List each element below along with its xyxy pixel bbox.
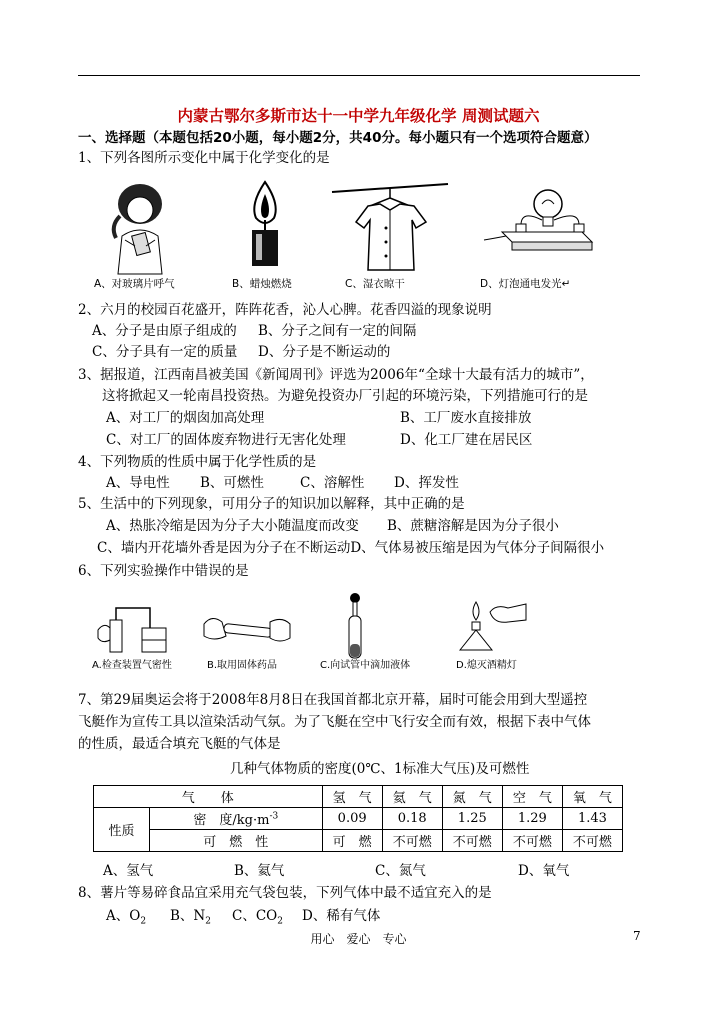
q1-stem: 1、下列各图所示变化中属于化学变化的是: [78, 150, 330, 166]
q6-figure-d-alcohol-lamp: [452, 598, 532, 658]
gas-header-nitrogen: 氮 气: [442, 786, 502, 808]
q8-option-d: D、稀有气体: [302, 908, 381, 924]
q1-figure-a-breathing-girl: [90, 176, 190, 276]
q1-caption-b: B、蜡烛燃烧: [232, 278, 292, 290]
q7-option-c: C、氮气: [375, 863, 426, 879]
flammability-air: 不可燃: [502, 830, 562, 852]
q7-option-a: A、氢气: [103, 863, 154, 879]
q4-option-d: D、挥发性: [394, 475, 459, 491]
q1-figure-d-lightbulb: [482, 180, 602, 270]
q3-stem-line2: 这将掀起又一轮南昌投资热。为避免投资办厂引起的环境污染，下列措施可行的是: [102, 388, 588, 404]
density-hydrogen: 0.09: [322, 808, 382, 830]
density-nitrogen: 1.25: [442, 808, 502, 830]
q4-option-a: A、导电性: [106, 475, 170, 491]
q6-figure-c-dropper: [340, 592, 370, 664]
property-label: 性质: [94, 808, 150, 852]
q6-stem: 6、下列实验操作中错误的是: [78, 563, 249, 579]
q5-option-a: A、热胀冷缩是因为分子大小随温度而改变: [106, 518, 359, 534]
gas-header-air: 空 气: [502, 786, 562, 808]
q7-stem-line3: 的性质，最适合填充飞艇的气体是: [78, 736, 281, 752]
density-helium: 0.18: [382, 808, 442, 830]
q1-caption-d: D、灯泡通电发光↵: [480, 278, 571, 290]
flammability-helium: 不可燃: [382, 830, 442, 852]
table-row: [94, 830, 623, 852]
q7-stem-line2: 飞艇作为宣传工具以渲染活动气氛。为了飞艇在空中飞行安全而有效，根据下表中气体: [78, 714, 591, 730]
q3-option-d: D、化工厂建在居民区: [400, 432, 533, 448]
header-rule: [78, 75, 640, 76]
q3-option-b: B、工厂废水直接排放: [400, 410, 532, 426]
density-label: 密 度$/kg\cdot m^{-3}$: [150, 808, 323, 830]
flammability-nitrogen: 不可燃: [442, 830, 502, 852]
q1-figure-c-drying-clothes: [330, 178, 450, 274]
q1-caption-a: A、对玻璃片呼气: [94, 278, 175, 290]
table-row: [94, 808, 623, 830]
q7-option-b: B、氦气: [234, 863, 285, 879]
q4-option-c: C、溶解性: [300, 475, 365, 491]
section-heading: 一、选择题（本题包括20小题，每小题2分，共40分。每小题只有一个选项符合题意）: [78, 130, 598, 146]
q8-option-a: A、$O_2$: [106, 908, 147, 927]
q5-option-b: B、蔗糖溶解是因为分子很小: [387, 518, 559, 534]
q1-caption-c: C、湿衣晾干: [345, 278, 405, 290]
q6-caption-c: C.向试管中滴加液体: [320, 660, 411, 671]
q8-option-b: B、$N_2$: [170, 908, 211, 927]
flammability-label: 可 燃 性: [150, 830, 323, 852]
page-title: 内蒙古鄂尔多斯市达十一中学九年级化学 周测试题六: [177, 107, 540, 125]
q2-option-a: A、分子是由原子组成的: [92, 323, 237, 339]
q3-option-c: C、对工厂的固体废弃物进行无害化处理: [106, 432, 346, 448]
gas-property-table: [93, 785, 623, 852]
q7-stem-line1: 7、第29届奥运会将于2008年8月8日在我国首都北京开幕，届时可能会用到大型遥控: [78, 692, 588, 708]
q5-stem: 5、生活中的下列现象，可用分子的知识加以解释，其中正确的是: [78, 496, 465, 512]
q2-option-d: D、分子是不断运动的: [258, 344, 391, 360]
q7-table-caption: 几种气体物质的密度(0℃、1标准大气压)及可燃性: [230, 761, 530, 777]
q3-option-a: A、对工厂的烟囱加高处理: [106, 410, 265, 426]
q7-option-d: D、氧气: [518, 863, 570, 879]
q6-caption-a: A.检查装置气密性: [92, 660, 172, 671]
flammability-oxygen: 不可燃: [562, 830, 622, 852]
table-row: [94, 786, 623, 808]
q6-caption-d: D.熄灭酒精灯: [456, 660, 517, 671]
density-air: 1.29: [502, 808, 562, 830]
q4-stem: 4、下列物质的性质中属于化学性质的是: [78, 454, 317, 470]
gas-header-oxygen: 氧 气: [562, 786, 622, 808]
q3-stem-line1: 3、据报道，江西南昌被美国《新闻周刊》评选为2006年“全球十大最有活力的城市”，: [78, 367, 594, 383]
q2-option-c: C、分子具有一定的质量: [92, 344, 238, 360]
table-corner-header: 气 体: [94, 786, 323, 808]
q5-option-cd: C、墙内开花墙外香是因为分子在不断运动D、气体易被压缩是因为气体分子间隔很小: [97, 540, 605, 556]
flammability-hydrogen: 可 燃: [322, 830, 382, 852]
q4-option-b: B、可燃性: [200, 475, 264, 491]
page-number: 7: [633, 929, 641, 943]
q6-figure-b-solid-reagent: [200, 610, 295, 650]
q2-stem: 2、六月的校园百花盛开，阵阵花香，沁人心脾。花香四溢的现象说明: [78, 302, 492, 318]
q6-caption-b: B.取用固体药品: [207, 660, 278, 671]
q8-stem: 8、薯片等易碎食品宜采用充气袋包装，下列气体中最不适宜充入的是: [78, 885, 492, 901]
q1-figure-b-candle: [240, 178, 290, 270]
gas-header-helium: 氦 气: [382, 786, 442, 808]
q6-figure-a-airtightness: [96, 600, 176, 655]
gas-header-hydrogen: 氢 气: [322, 786, 382, 808]
q8-option-c: C、$CO_2$: [232, 908, 283, 927]
footer-motto: 用心 爱心 专心: [310, 932, 407, 946]
density-oxygen: 1.43: [562, 808, 622, 830]
q2-option-b: B、分子之间有一定的间隔: [258, 323, 417, 339]
